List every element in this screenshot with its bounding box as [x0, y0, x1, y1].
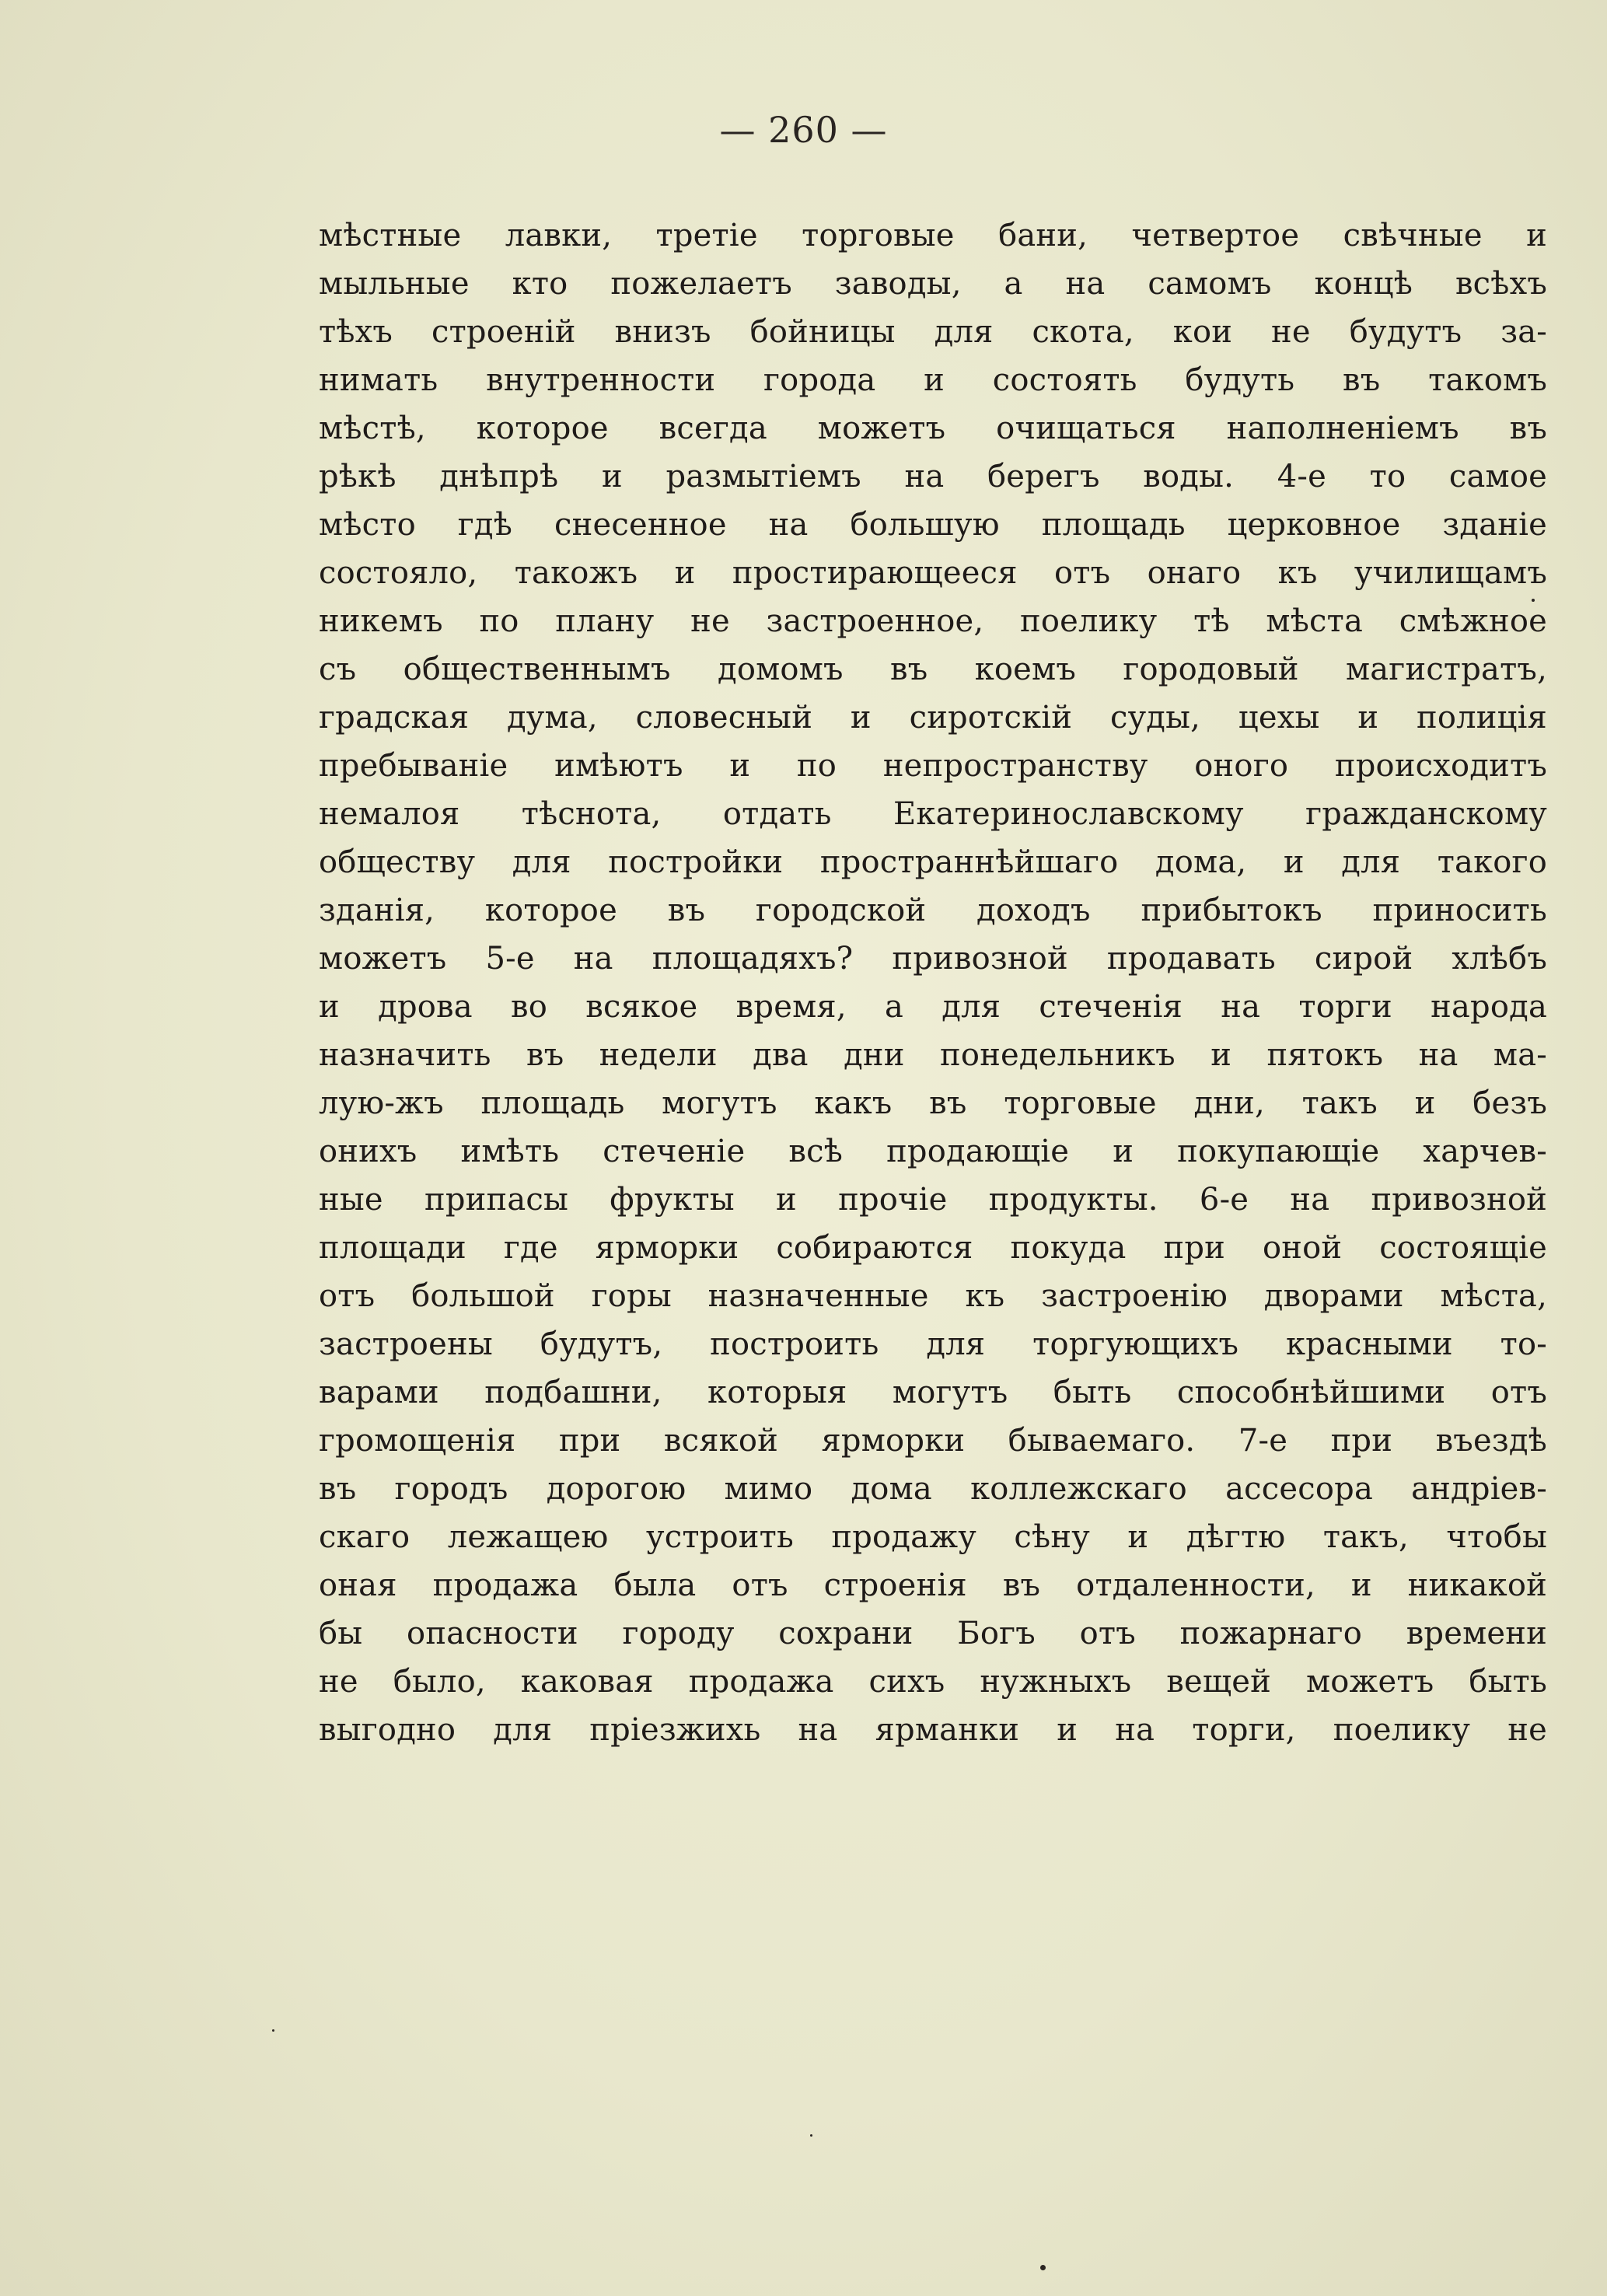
text-line: онихъ имѣть стеченіе всѣ продающіе и покупающіе харчев- — [319, 1134, 1547, 1169]
text-line: мѣсто гдѣ снесенное на большую площадь церковное зданіе — [319, 507, 1547, 543]
page-number: — 260 — — [719, 109, 888, 151]
text-line: тѣхъ строеній внизъ бойницы для скота, кои не будутъ за- — [319, 314, 1547, 350]
text-line: съ общественнымъ домомъ въ коемъ городовый магистратъ, — [319, 652, 1547, 687]
text-line: пребываніе имѣютъ и по непространству оного происходитъ — [319, 748, 1547, 784]
text-line: ные припасы фрукты и прочіе продукты. 6-е на привозной — [319, 1182, 1547, 1218]
text-line: площади где ярморки собираются покуда при оной состоящіе — [319, 1230, 1547, 1266]
text-line: отъ большой горы назначенные къ застроенію дворами мѣста, — [319, 1278, 1547, 1314]
text-line: бы опасности городу сохрани Богъ отъ пожарнаго времени — [319, 1616, 1547, 1651]
text-line: зданія, которое въ городской доходъ прибытокъ приносить — [319, 893, 1547, 928]
text-line: и дрова во всякое время, а для стеченія на торги народа — [319, 989, 1547, 1025]
ink-speck — [272, 2029, 274, 2032]
text-line: состояло, такожъ и простирающееся отъ онаго къ училищамъ — [319, 555, 1547, 591]
text-line: нимать внутренности города и состоять будуть въ такомъ — [319, 362, 1547, 398]
text-line: громощенія при всякой ярморки бываемаго. 7-е при въездѣ — [319, 1423, 1547, 1459]
text-line: немалоя тѣснота, отдать Екатеринославскому гражданскому — [319, 796, 1547, 832]
text-line: мѣстные лавки, третіе торговые бани, четвертое свѣчные и — [319, 218, 1547, 253]
text-line: можетъ 5-е на площадяхъ? привозной продавать сирой хлѣбъ — [319, 941, 1547, 977]
text-line: скаго лежащею устроить продажу сѣну и дѣгтю такъ, чтобы — [319, 1519, 1547, 1555]
text-line: никемъ по плану не застроенное, поелику тѣ мѣста смѣжное — [319, 603, 1547, 639]
body-text — [319, 211, 1547, 1754]
text-line: оная продажа была отъ строенія въ отдаленности, и никакой — [319, 1567, 1547, 1603]
text-line: варами подбашни, которыя могутъ быть способнѣйшими отъ — [319, 1375, 1547, 1410]
text-line: мѣстѣ, которое всегда можетъ очищаться наполненіемъ въ — [319, 411, 1547, 446]
text-line: не было, каковая продажа сихъ нужныхъ вещей можетъ быть — [319, 1664, 1547, 1700]
text-line: рѣкѣ днѣпрѣ и размытіемъ на берегъ воды. 4-е то самое — [319, 459, 1547, 494]
text-line: градская дума, словесный и сиротскій суды, цехы и полиція — [319, 700, 1547, 736]
text-line: мыльные кто пожелаетъ заводы, а на самомъ концѣ всѣхъ — [319, 266, 1547, 302]
text-line: лую-жъ площадь могутъ какъ въ торговые дни, такъ и безъ — [319, 1085, 1547, 1121]
text-line: выгодно для пріезжихь на ярманки и на торги, поелику не — [319, 1712, 1547, 1748]
ink-speck — [1040, 2265, 1046, 2270]
text-line: застроены будутъ, построить для торгующихъ красными то- — [319, 1326, 1547, 1362]
text-line: обществу для постройки пространнѣйшаго дома, и для такого — [319, 844, 1547, 880]
ink-speck — [1532, 599, 1535, 602]
ink-speck — [810, 2134, 812, 2137]
text-line: въ городъ дорогою мимо дома коллежскаго ассесора андріев- — [319, 1471, 1547, 1507]
text-line: назначить въ недели два дни понедельникъ и пятокъ на ма- — [319, 1037, 1547, 1073]
